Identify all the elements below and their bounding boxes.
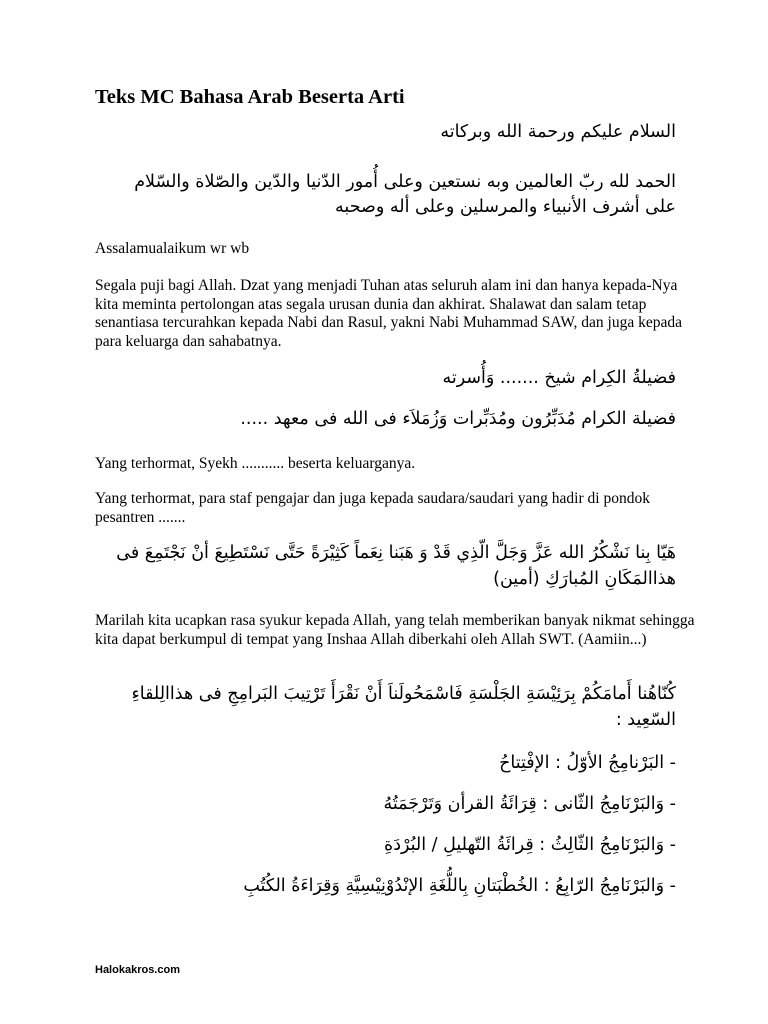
- program-label: - وَالبَرْنَامِجُ الثّانى: [553, 794, 676, 814]
- program-item: [384, 835, 676, 855]
- arabic-hayya-1: هَيّا بِنا نَشْكُرُ الله عَزَّ وَجَلَّ الّذِي قَدْ وَ هَبَنا نِعَماً كَثِيْرَةً حَتَّى نَسْتَطِيعَ أنْ نَجْتَمِعَ فى: [116, 543, 676, 563]
- latin-syukur: Marilah kita ucapkan rasa syukur kepada Allah, yang telah memberikan banyak nikmat sehingga kita dapat berkumpul di tempat yang Inshaa Allah diberkahi oleh Allah SWT. (Aamiin...): [95, 612, 695, 648]
- arabic-hamd-line-1: الحمد لله ربّ العالمين وبه نستعين وعلى أُمور الدّنيا والدّين والصّلاة والسّلام: [134, 172, 676, 192]
- program-label: - وَالبَرْنَامِجُ الثّالِثُ: [550, 835, 676, 855]
- arabic-kunna-1: كُنّاهُنا أَمامَكُمْ بِرَئِيْسَةِ الجَلْسَةِ فَاسْمَحُولَناَ أَنْ نَقْرَأَ تَرْتِيبَ البَرامِجِ فى هذاالِلقاءِ: [131, 684, 676, 704]
- page-title: Teks MC Bahasa Arab Beserta Arti: [95, 86, 405, 108]
- program-separator: :: [539, 835, 546, 855]
- program-label: - البَرْنامِجُ الأوّلُ: [566, 753, 676, 773]
- program-item: [243, 876, 676, 896]
- program-value: الخُطْبَتانِ بِاللُّغَةِ الإنْدُوْنِيْسِيَّةِ وَقِرَاءَةُ الكُتُبِ: [243, 876, 539, 896]
- program-item: [384, 794, 677, 814]
- latin-staf: Yang terhormat, para staf pengajar dan juga kepada saudara/saudari yang hadir di pondok pesantren .......: [95, 490, 650, 526]
- arabic-kunna-2: السّعِيد :: [615, 710, 676, 730]
- program-value: قِرَائَةُ القرأن وَتَرْجَمَتُهُ: [383, 794, 537, 814]
- arabic-fadhilah-1: فضيلةُ الكِرام شيخ ....... وَأُسرته: [442, 368, 676, 388]
- program-value: الإفْتِتاحُ: [499, 753, 550, 773]
- arabic-fadhilah-2: فضيلة الكرام مُدَبِّرُون ومُدَبِّرات وَزُمَلاَء فى الله فى معهد .....: [240, 409, 676, 429]
- program-value: قِرائَةُ التّهليلِ / البُرْدَةِ: [384, 835, 534, 855]
- arabic-hamd-line-2: على أشرف الأنبياء والمرسلين وعلى أله وصحبه: [335, 197, 676, 217]
- program-label: - وَالبَرْنَامِجُ الرّابِعُ: [555, 876, 676, 896]
- footer-site-name: Halokakros.com: [95, 964, 180, 976]
- program-separator: :: [555, 753, 561, 773]
- program-separator: :: [543, 876, 550, 896]
- arabic-hayya-2: هذاالمَكَانِ المُبارَكِ (أمين): [493, 569, 676, 589]
- program-item: [499, 753, 676, 773]
- arabic-salam: السلام عليكم ورحمة الله وبركاته: [440, 122, 676, 142]
- latin-salam: Assalamualaikum wr wb: [95, 240, 250, 257]
- latin-segala-puji: Segala puji bagi Allah. Dzat yang menjadi Tuhan atas seluruh alam ini dan hanya kepada-Nya kita meminta pertolongan atas segala urusan dunia dan akhirat. Shalawat dan salam tetap senantiasa tercurahkan kepada Nabi dan Rasul, yakni Nabi Muhammad SAW, dan juga kepada para keluarga dan sahabatnya.: [95, 277, 683, 350]
- program-separator: :: [542, 794, 549, 814]
- latin-syekh: Yang terhormat, Syekh ........... beserta keluarganya.: [95, 455, 416, 472]
